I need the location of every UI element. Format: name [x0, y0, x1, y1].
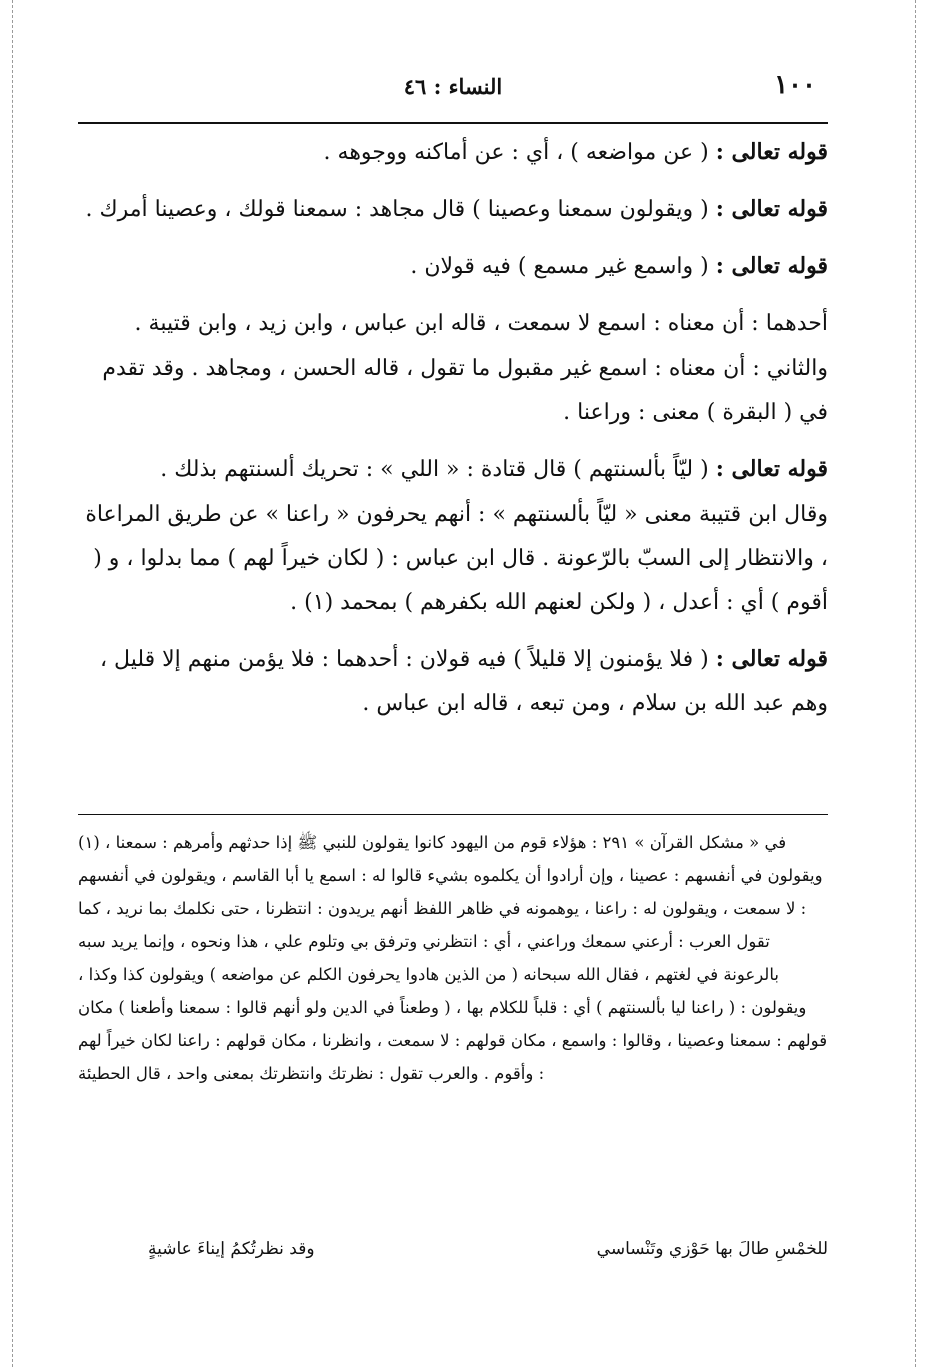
page-number: ١٠٠ [774, 70, 816, 100]
paragraph-lead: قوله تعالى : [715, 646, 828, 672]
verse-second-hemistich: للخمْسِ طالَ بها حَوْزي وتَنْساسي [596, 1239, 828, 1259]
paragraph [78, 301, 828, 346]
paragraph-text: ( عن مواضعه ) ، أي : عن أماكنه ووجوهه . [323, 140, 716, 165]
page-edge-right [915, 0, 916, 1367]
main-text [78, 130, 828, 726]
paragraph-lead: قوله تعالى : [715, 456, 828, 482]
paragraph-text: ( ليّاً بألسنتهم ) قال قتادة : « اللي » : تحريك ألسنتهم بذلك . [160, 457, 716, 482]
paragraph [78, 447, 828, 492]
paragraph-text: وقال ابن قتيبة معنى « ليّاً بألسنتهم » : أنهم يحرفون « راعنا » عن طريق المراعاة ، والانتظار إلى السبّ بالرّعونة . قال ابن عباس : ( لكان خيراً لهم ) مما بدلوا ، و ( أقوم ) أي : أعدل ، ( ولكن لعنهم الله بكفرهم ) بمحمد (١) . [85, 502, 828, 615]
running-title: النساء : ٤٦ [403, 74, 503, 99]
paragraph-text: ( واسمع غير مسمع ) فيه قولان . [410, 254, 716, 279]
verse-first-hemistich: وقد نظرتُكمُ إيناءَ عاشيةٍ [148, 1239, 315, 1259]
footnote-rule [78, 814, 828, 815]
paragraph [78, 637, 828, 726]
footnotes [78, 826, 828, 1090]
page-edge-left [12, 0, 13, 1367]
footnote-text: (١) في « مشكل القرآن » ٢٩١ : هؤلاء قوم من اليهود كانوا يقولون للنبي ﷺ إذا حدثهم وأمرهم : سمعنا ، ويقولون في أنفسهم : عصينا ، وإن أرادوا أن يكلموه بشيء قالوا له : اسمع يا أبا القاسم ، ويقولون في أنفسهم : لا سمعت ، ويقولون له : راعنا ، يوهمونه في ظاهر اللفظ أنهم يريدون : انتظرنا ، حتى نكلمك بما نريد ، كما تقول العرب : أرعني سمعك وراعني ، أي : انتظرني وترفق بي وتلوم علي ، هذا ونحوه ، وإنما يريد سبه بالرعونة في لغتهم ، فقال الله سبحانه ( من الذين هادوا يحرفون الكلم عن مواضعه ) ويقولون كذا وكذا ، ويقولون : ( راعنا ليا بألسنتهم ) أي : قلباً للكلام بها ، ( وطعناً في الدين ولو أنهم قالوا : سمعنا وأطعنا ) مكان قولهم : سمعنا وعصينا ، وقالوا : واسمع ، مكان قولهم : لا سمعت ، وانظرنا ، مكان قولهم : راعنا لكان خيراً لهم وأقوم . والعرب تقول : نظرتك وانتظرتك بمعنى واحد ، قال الحطيئة : [78, 833, 828, 1083]
page-header [78, 70, 828, 110]
paragraph-lead: قوله تعالى : [715, 139, 828, 165]
paragraph [78, 130, 828, 175]
book-page [78, 70, 828, 716]
paragraph-lead: قوله تعالى : [715, 196, 828, 222]
paragraph-lead: قوله تعالى : [715, 253, 828, 279]
paragraph [78, 346, 828, 435]
paragraph-text: ( ويقولون سمعنا وعصينا ) قال مجاهد : سمعنا قولك ، وعصينا أمرك . [85, 197, 716, 222]
paragraph [78, 244, 828, 289]
paragraph-text: ( فلا يؤمنون إلا قليلاً ) فيه قولان : أحدهما : فلا يؤمن منهم إلا قليل ، وهم عبد الله بن سلام ، ومن تبعه ، قاله ابن عباس . [99, 647, 828, 716]
paragraph-text: أحدهما : أن معناه : اسمع لا سمعت ، قاله ابن عباس ، وابن زيد ، وابن قتيبة . [134, 311, 828, 336]
paragraph-text: والثاني : أن معناه : اسمع غير مقبول ما تقول ، قاله الحسن ، ومجاهد . وقد تقدم في ( البقرة ) معنى : وراعنا . [102, 356, 828, 425]
paragraph [78, 492, 828, 625]
header-rule [78, 122, 828, 124]
paragraph [78, 187, 828, 232]
poetry-verse [148, 1232, 828, 1266]
